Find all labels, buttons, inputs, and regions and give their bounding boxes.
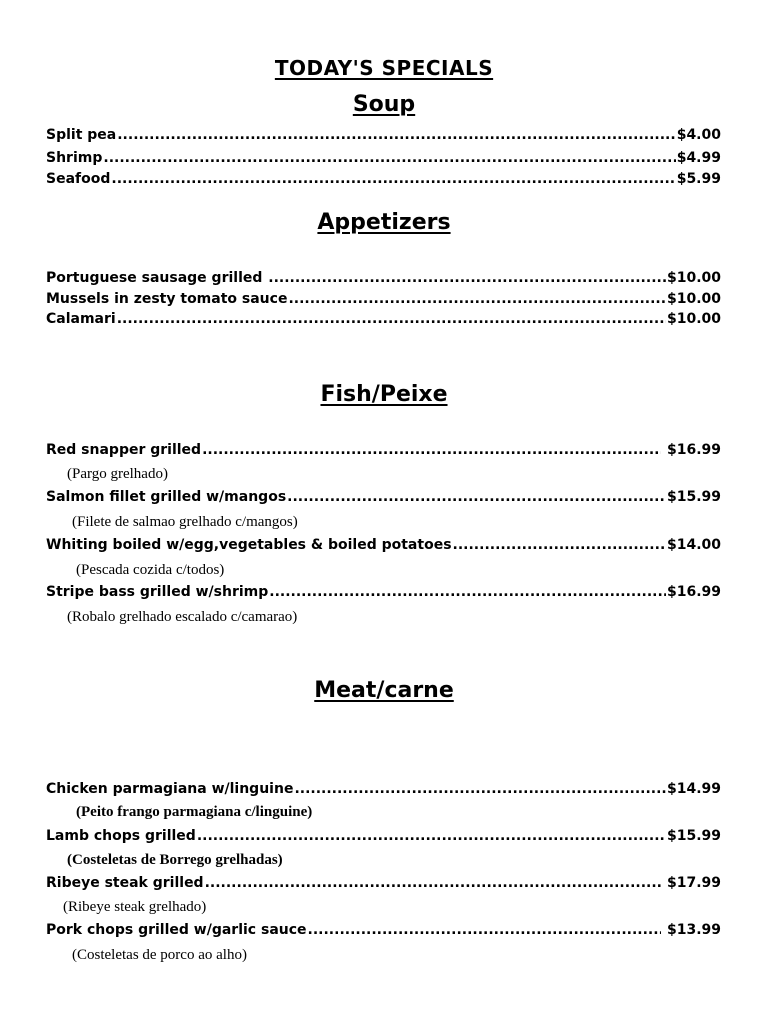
item-subtitle: (Filete de salmao grelhado c/mangos) [72, 514, 298, 530]
item-name: Chicken parmagiana w/linguine [46, 781, 294, 797]
section-title-appetizers: Appetizers [317, 210, 451, 235]
item-price: $15.99 [666, 828, 721, 844]
dot-leader [103, 149, 675, 167]
item-name: Mussels in zesty tomato sauce [46, 291, 288, 307]
item-price: $4.00 [676, 127, 721, 143]
item-name: Red snapper grilled [46, 442, 202, 458]
dot-leader [205, 874, 662, 892]
item-name: Split pea [46, 127, 117, 143]
dot-leader [117, 310, 666, 328]
item-name: Stripe bass grilled w/shrimp [46, 584, 269, 600]
item-subtitle: (Pargo grelhado) [67, 466, 168, 482]
item-price: $10.00 [666, 291, 721, 307]
section-title-meat: Meat/carne [314, 678, 454, 703]
menu-item-lamb-chops [46, 827, 721, 845]
item-subtitle: (Peito frango parmagiana c/linguine) [76, 804, 313, 820]
item-price: $16.99 [666, 584, 721, 600]
menu-item-portuguese-sausage [46, 269, 721, 287]
item-name: Calamari [46, 311, 116, 327]
item-price: $14.99 [666, 781, 721, 797]
item-name: Portuguese sausage grilled [46, 270, 268, 286]
menu-item-calamari [46, 310, 721, 328]
item-price: $14.00 [666, 537, 721, 553]
page-title: TODAY'S SPECIALS [274, 56, 494, 80]
item-subtitle: (Ribeye steak grelhado) [63, 899, 207, 915]
menu-item-mussels [46, 290, 721, 308]
item-name: Seafood [46, 171, 111, 187]
menu-item-split-pea [46, 126, 721, 144]
item-price: $13.99 [662, 922, 721, 938]
dot-leader [269, 583, 666, 601]
item-price: $16.99 [662, 442, 721, 458]
section-title-soup: Soup [352, 92, 416, 117]
item-subtitle: (Pescada cozida c/todos) [76, 562, 225, 578]
item-name: Salmon fillet grilled w/mangos [46, 489, 287, 505]
item-price: $15.99 [666, 489, 721, 505]
dot-leader [268, 269, 666, 287]
dot-leader [197, 827, 666, 845]
section-title-fish: Fish/Peixe [320, 382, 448, 407]
dot-leader [287, 488, 666, 506]
dot-leader [453, 536, 666, 554]
item-price: $10.00 [666, 270, 721, 286]
dot-leader [308, 921, 662, 939]
menu-item-ribeye [46, 874, 721, 892]
item-price: $5.99 [676, 171, 721, 187]
menu-item-red-snapper [46, 441, 721, 459]
item-name: Shrimp [46, 150, 103, 166]
item-name: Ribeye steak grilled [46, 875, 204, 891]
item-price: $10.00 [666, 311, 721, 327]
menu-item-shrimp [46, 149, 721, 167]
menu-item-pork-chops [46, 921, 721, 939]
menu-item-whiting [46, 536, 721, 554]
dot-leader [288, 290, 666, 308]
dot-leader [294, 780, 666, 798]
item-price: $4.99 [676, 150, 721, 166]
item-subtitle: (Costeletas de Borrego grelhadas) [67, 852, 283, 868]
dot-leader [117, 126, 675, 144]
item-subtitle: (Costeletas de porco ao alho) [72, 947, 247, 963]
dot-leader [111, 170, 675, 188]
item-price: $17.99 [662, 875, 721, 891]
item-name: Lamb chops grilled [46, 828, 196, 844]
item-subtitle: (Robalo grelhado escalado c/camarao) [67, 609, 298, 625]
item-name: Whiting boiled w/egg,vegetables & boiled potatoes [46, 537, 452, 553]
menu-item-salmon [46, 488, 721, 506]
item-name: Pork chops grilled w/garlic sauce [46, 922, 307, 938]
menu-item-stripe-bass [46, 583, 721, 601]
menu-item-chicken-parmagiana [46, 780, 721, 798]
menu-item-seafood [46, 170, 721, 188]
dot-leader [202, 441, 661, 459]
